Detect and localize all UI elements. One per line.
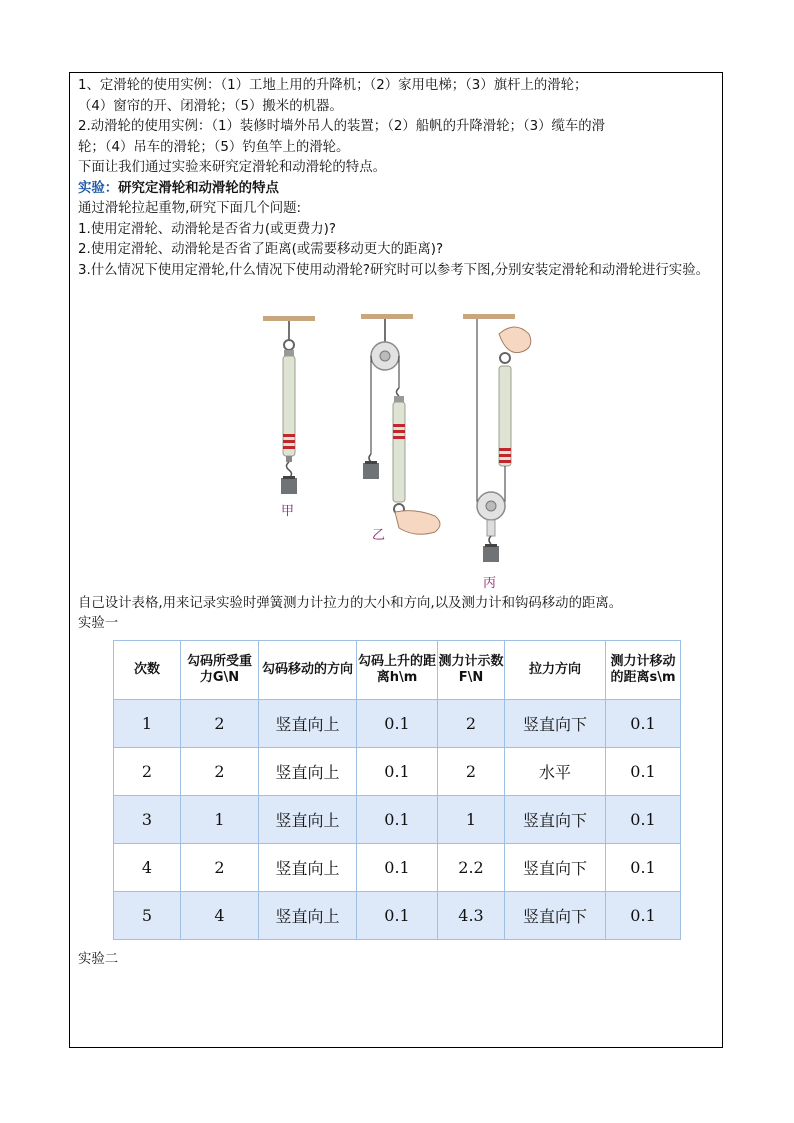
- table-cell: 3: [114, 796, 181, 844]
- table-row: [114, 700, 681, 748]
- hand-c: [499, 327, 531, 353]
- caption-c: 丙: [483, 576, 497, 591]
- table-row: [114, 748, 681, 796]
- table-cell: 2: [114, 748, 181, 796]
- intro-line-7: 通过滑轮拉起重物,研究下面几个问题:: [78, 201, 302, 216]
- table-cell: 5: [114, 892, 181, 940]
- col-header: 次数: [114, 641, 181, 700]
- setup-b: [361, 314, 440, 534]
- experiment-heading: [78, 179, 718, 200]
- table-cell: 4.3: [438, 892, 505, 940]
- instructions: [78, 594, 728, 634]
- question-1: 1.使用定滑轮、动滑轮是否省力(或更费力)?: [78, 221, 336, 237]
- col-header: 测力计移动的距离s\m: [606, 641, 681, 700]
- table-cell: 2: [181, 844, 259, 892]
- intro-text: [78, 76, 718, 281]
- table-cell: 竖直向上: [259, 700, 357, 748]
- ceiling-b: [361, 314, 413, 319]
- table-cell: 0.1: [606, 796, 681, 844]
- table-cell: 2: [181, 700, 259, 748]
- results-table: [113, 640, 681, 940]
- pulley-illustration: [255, 306, 575, 592]
- intro-line-3: 2.动滑轮的使用实例：（1）装修时墙外吊人的装置；（2）船帆的升降滑轮；（3）缆车的滑: [78, 119, 606, 134]
- hand-b: [395, 511, 440, 535]
- weight-b: [363, 463, 379, 479]
- table-cell: 竖直向上: [259, 748, 357, 796]
- experiment-1-label: 实验一: [78, 616, 119, 631]
- table-header-row: [114, 641, 681, 700]
- setup-a: [263, 316, 315, 494]
- ceiling-c: [463, 314, 515, 319]
- table-cell: 水平: [505, 748, 606, 796]
- intro-line-5: 下面让我们通过实验来研究定滑轮和动滑轮的特点。: [78, 160, 386, 175]
- table-cell: 1: [438, 796, 505, 844]
- weight-a: [281, 478, 297, 494]
- table-cell: 0.1: [357, 892, 438, 940]
- table-cell: 2: [438, 748, 505, 796]
- table-cell: 竖直向下: [505, 892, 606, 940]
- intro-line-4: 轮；（4）吊车的滑轮；（5）钓鱼竿上的滑轮。: [78, 139, 350, 155]
- table-cell: 竖直向上: [259, 844, 357, 892]
- question-2: 2.使用定滑轮、动滑轮是否省了距离(或需要移动更大的距离)?: [78, 242, 444, 257]
- experiment-2-label: 实验二: [78, 952, 119, 967]
- table-cell: 0.1: [357, 796, 438, 844]
- table-cell: 4: [181, 892, 259, 940]
- intro-line-2: （4）窗帘的开、闭滑轮；（5）搬米的机器。: [78, 98, 343, 114]
- question-3: 3.什么情况下使用定滑轮,什么情况下使用动滑轮?研究时可以参考下图,分别安装定滑轮和动滑轮进行实验。: [78, 262, 709, 278]
- table-row: [114, 892, 681, 940]
- col-header: 勾码所受重力G\N: [181, 641, 259, 700]
- ceiling-a: [263, 316, 315, 321]
- table-cell: 1: [181, 796, 259, 844]
- table-cell: 2: [438, 700, 505, 748]
- table-cell: 0.1: [357, 700, 438, 748]
- weight-c: [483, 546, 499, 562]
- intro-line-1: 1、定滑轮的使用实例：（1）工地上用的升降机；（2）家用电梯；（3）旗杆上的滑轮；: [78, 78, 588, 93]
- table-cell: 2.2: [438, 844, 505, 892]
- pulley-figure: [255, 306, 575, 592]
- caption-a: 甲: [281, 504, 295, 519]
- table-cell: 竖直向下: [505, 844, 606, 892]
- table-cell: 0.1: [357, 844, 438, 892]
- table-cell: 2: [181, 748, 259, 796]
- spring-scale-b: [393, 402, 405, 502]
- col-header: 勾码移动的方向: [259, 641, 357, 700]
- col-header: 拉力方向: [505, 641, 606, 700]
- design-table-text: 自己设计表格,用来记录实验时弹簧测力计拉力的大小和方向,以及测力计和钩码移动的距离。: [78, 596, 623, 611]
- experiment-label: 实验：: [78, 180, 119, 196]
- table-cell: 竖直向上: [259, 796, 357, 844]
- table-cell: 0.1: [606, 892, 681, 940]
- table-cell: 0.1: [357, 748, 438, 796]
- table-cell: 0.1: [606, 844, 681, 892]
- table-cell: 竖直向下: [505, 700, 606, 748]
- col-header: 测力计示数F\N: [438, 641, 505, 700]
- table-row: [114, 796, 681, 844]
- table-cell: 0.1: [606, 700, 681, 748]
- table-cell: 4: [114, 844, 181, 892]
- setup-c: [463, 314, 531, 562]
- experiment-title: 研究定滑轮和动滑轮的特点: [118, 180, 279, 196]
- col-header: 勾码上升的距离h\m: [357, 641, 438, 700]
- table-cell: 1: [114, 700, 181, 748]
- table-cell: 0.1: [606, 748, 681, 796]
- table-cell: 竖直向下: [505, 796, 606, 844]
- table-cell: 竖直向上: [259, 892, 357, 940]
- table-row: [114, 844, 681, 892]
- caption-b: 乙: [372, 528, 386, 543]
